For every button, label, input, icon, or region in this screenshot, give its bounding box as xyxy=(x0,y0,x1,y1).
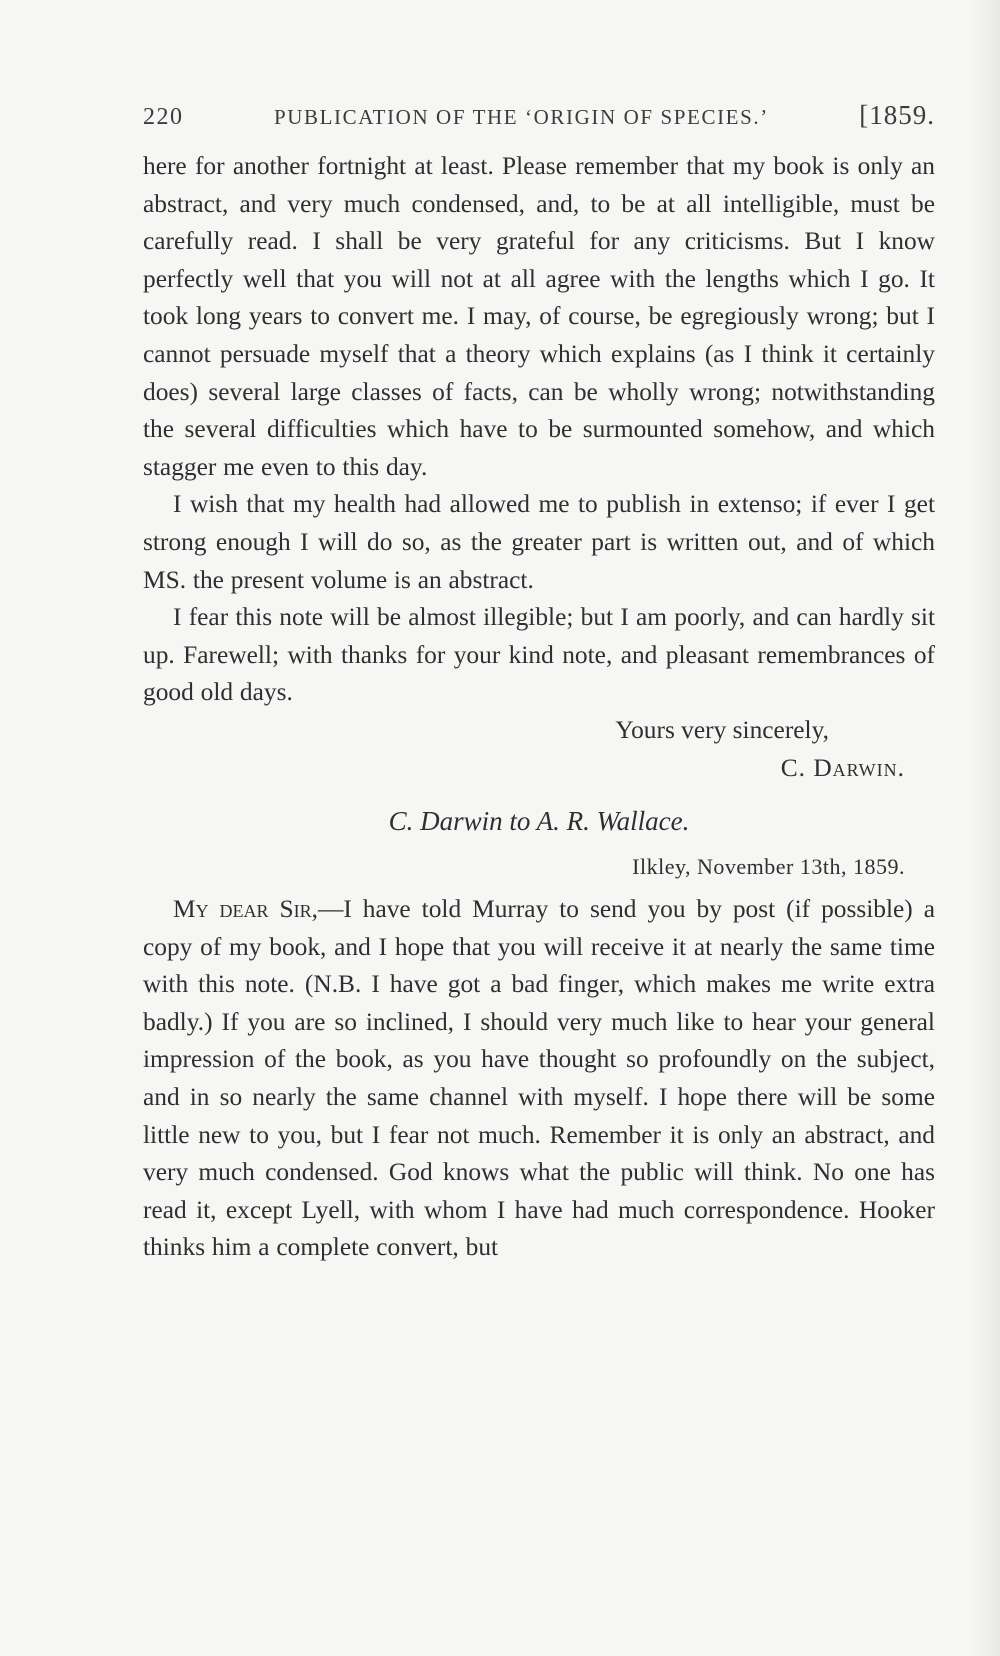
closing-salutation: Yours very sincerely, xyxy=(615,715,829,744)
letter-greeting: My dear Sir, xyxy=(173,895,318,924)
letter-dateline: Ilkley, November 13th, 1859. xyxy=(632,854,905,880)
letter-body xyxy=(143,891,935,1267)
paragraph-health: I wish that my health had allowed me to publish in extenso; if ever I get strong enough I will do so, as the greater part is written out, and of which MS. the present volume is an abstract. xyxy=(143,490,935,594)
paragraph-continued: here for another fortnight at least. Please remember that my book is only an abstract, and very much condensed, and, to be at all intelligible, must be carefully read. I shall be very grateful for any criticisms. But I know perfectly well that you will not at all agree with the lengths which I go. It took long years to convert me. I may, of course, be egregiously wrong; but I cannot persuade myself that a theory which explains (as I think it certainly does) several large classes of facts, can be wholly wrong; notwithstanding the several difficulties which have to be surmounted somehow, and which stagger me even to this day. xyxy=(143,152,935,481)
closing-signature: C. Darwin. xyxy=(780,753,905,782)
page-edge-shadow xyxy=(972,0,1000,1656)
page-number: 220 xyxy=(143,104,184,130)
running-year: [1859. xyxy=(859,100,935,130)
running-title: PUBLICATION OF THE ‘ORIGIN OF SPECIES.’ xyxy=(273,105,769,129)
running-head xyxy=(143,100,935,148)
letter-heading: C. Darwin to A. R. Wallace. xyxy=(388,806,690,837)
book-page xyxy=(143,100,935,1267)
paragraph-farewell: I fear this note will be almost illegible; but I am poorly, and can hardly sit up. Farewell; with thanks for your kind note, and pleasant remembrances of good old days. xyxy=(143,603,935,707)
letter-body-text: —I have told Murray to send you by post (if possible) a copy of my book, and I hope that you will receive it at nearly the same time with this note. (N.B. I have got a bad finger, which makes me write extra badly.) If you are so inclined, I should very much like to hear your general impression of the book, as you have thought so profoundly on the subject, and in so nearly the same channel with myself. I hope there will be some little new to you, but I fear not much. Remember it is only an abstract, and very much condensed. God knows what the public will think. No one has read it, except Lyell, with whom I have had much correspondence. Hooker thinks him a complete convert, but xyxy=(143,895,935,1262)
